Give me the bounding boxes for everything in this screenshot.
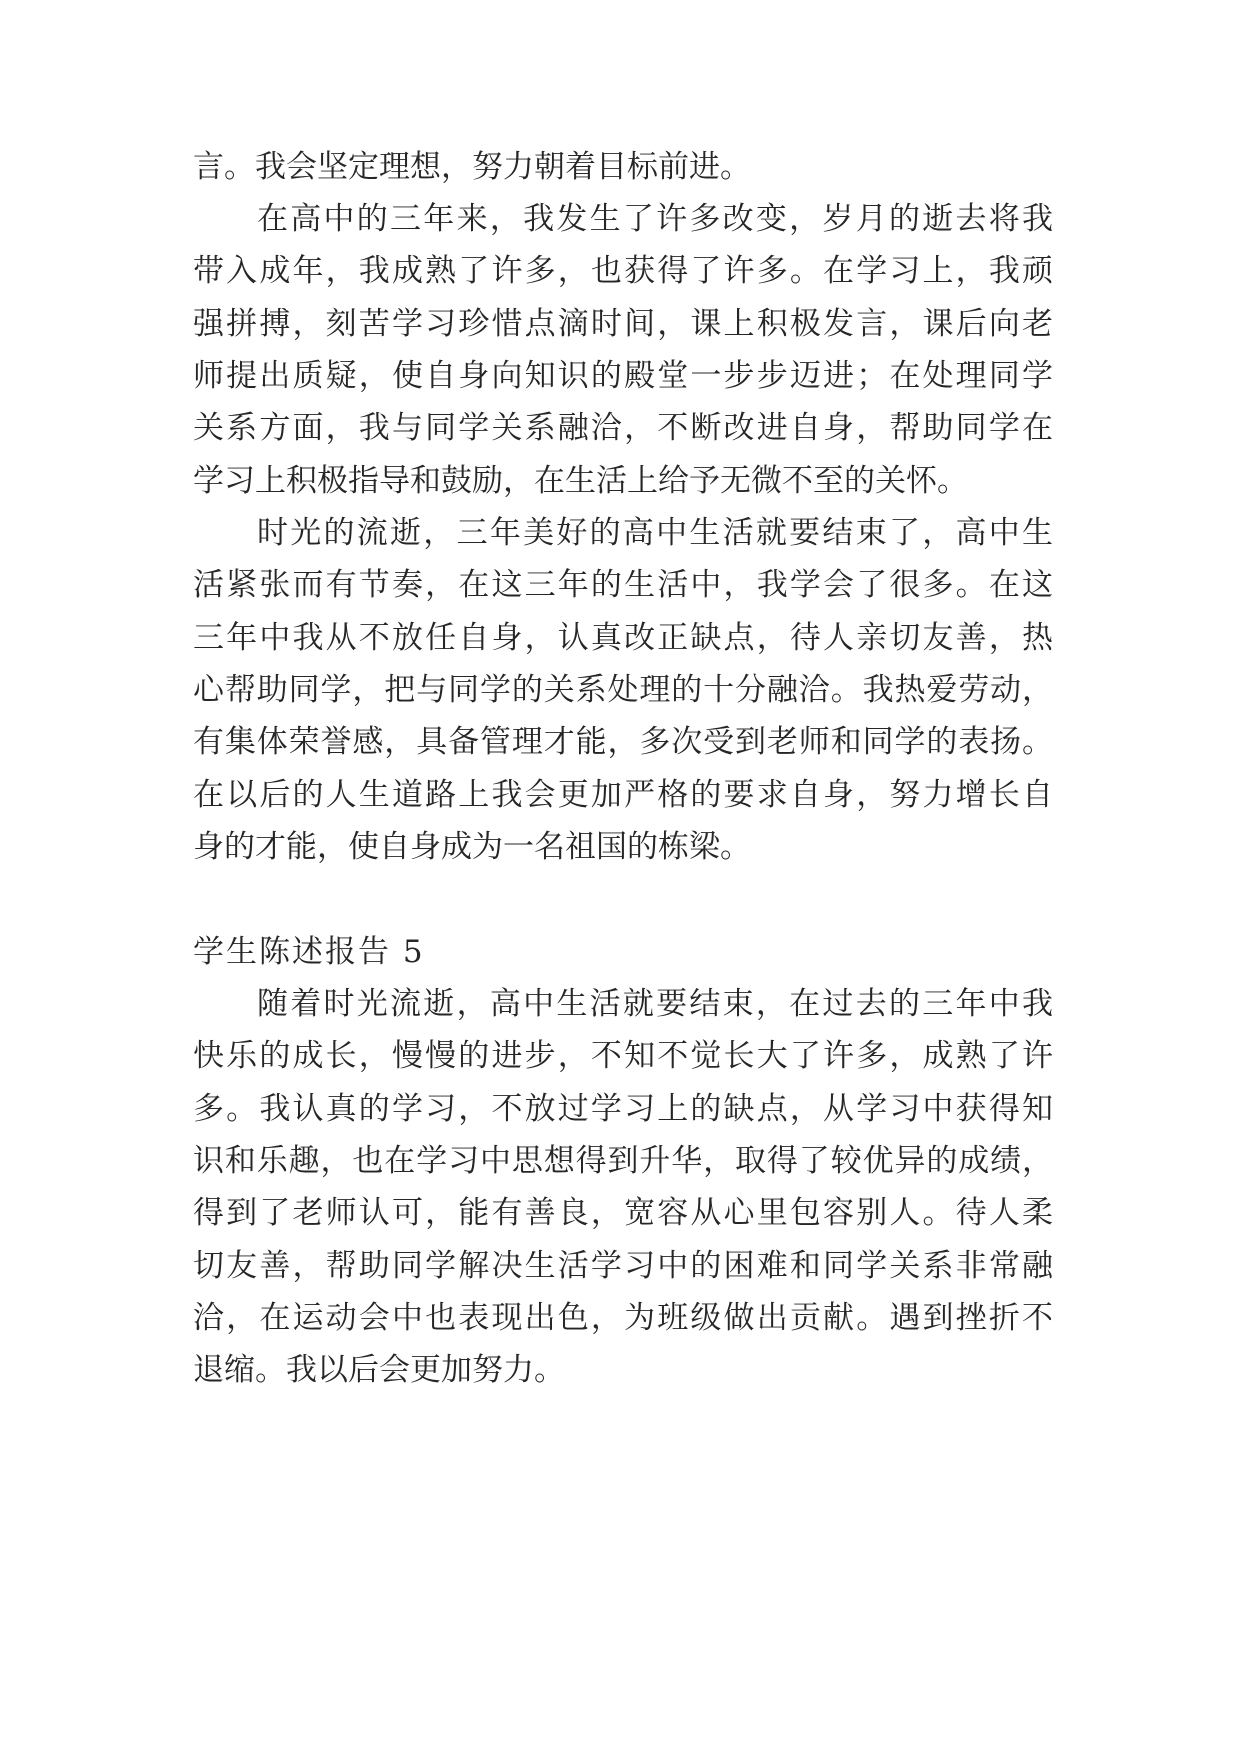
paragraph-line: 快乐的成长，慢慢的进步，不知不觉长大了许多，成熟了许: [193, 1038, 1053, 1074]
paragraph-line: 言。我会坚定理想，努力朝着目标前进。: [193, 149, 751, 185]
paragraph-line: 在以后的人生道路上我会更加严格的要求自身，努力增长自: [193, 777, 1053, 813]
paragraph-line: 师提出质疑，使自身向知识的殿堂一步步迈进；在处理同学: [193, 358, 1053, 394]
paragraph-line: 身的才能，使自身成为一名祖国的栋梁。: [193, 829, 751, 865]
paragraph-line: 活紧张而有节奏，在这三年的生活中，我学会了很多。在这: [193, 567, 1053, 603]
paragraph-line: 学习上积极指导和鼓励，在生活上给予无微不至的关怀。: [193, 463, 968, 499]
paragraph-line: 洽，在运动会中也表现出色，为班级做出贡献。遇到挫折不: [193, 1300, 1053, 1336]
paragraph-line: 得到了老师认可，能有善良，宽容从心里包容别人。待人柔: [193, 1195, 1053, 1231]
paragraph-line: 时光的流逝，三年美好的高中生活就要结束了，高中生: [257, 515, 1053, 551]
paragraph-line: 随着时光流逝，高中生活就要结束，在过去的三年中我: [257, 986, 1053, 1022]
paragraph-line: 识和乐趣，也在学习中思想得到升华，取得了较优异的成绩，: [193, 1143, 1053, 1179]
paragraph-line: 有集体荣誉感，具备管理才能，多次受到老师和同学的表扬。: [193, 724, 1053, 760]
paragraph-line: 关系方面，我与同学关系融洽，不断改进自身，帮助同学在: [193, 410, 1053, 446]
paragraph-line: 三年中我从不放任自身，认真改正缺点，待人亲切友善，热: [193, 620, 1053, 656]
paragraph-line: 在高中的三年来，我发生了许多改变，岁月的逝去将我: [257, 201, 1053, 237]
paragraph-line: 多。我认真的学习，不放过学习上的缺点，从学习中获得知: [193, 1091, 1053, 1127]
paragraph-line: 带入成年，我成熟了许多，也获得了许多。在学习上，我顽: [193, 253, 1053, 289]
paragraph-line: 退缩。我以后会更加努力。: [193, 1352, 565, 1388]
section-title: 学生陈述报告 5: [193, 934, 425, 970]
paragraph-line: 切友善，帮助同学解决生活学习中的困难和同学关系非常融: [193, 1248, 1053, 1284]
paragraph-line: 心帮助同学，把与同学的关系处理的十分融洽。我热爱劳动，: [193, 672, 1053, 708]
paragraph-line: 强拼搏，刻苦学习珍惜点滴时间，课上积极发言，课后向老: [193, 306, 1053, 342]
